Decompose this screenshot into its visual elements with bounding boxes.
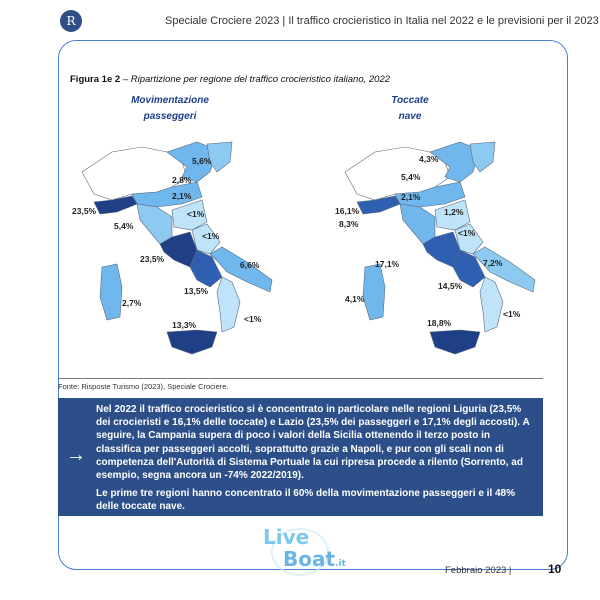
watermark-suffix: .it — [335, 559, 346, 569]
region-toscana — [400, 204, 435, 244]
label-friuli: 4,3% — [419, 154, 439, 164]
italy-map-passengers — [72, 132, 282, 372]
label-calabria: <1% — [244, 314, 262, 324]
label-liguria: 23,5% — [72, 206, 97, 216]
watermark-line2 — [283, 547, 346, 571]
label-campania: 13,5% — [184, 286, 209, 296]
source-note: Fonte: Risposte Turismo (2023), Speciale Crociere. — [58, 382, 229, 391]
highlight-text — [96, 403, 536, 519]
right-map-title-line1: Toccate — [391, 95, 429, 106]
region-sicilia — [430, 330, 480, 354]
label-toscana: 8,3% — [339, 219, 359, 229]
figure-caption — [70, 74, 390, 85]
label-veneto: 5,4% — [401, 172, 421, 182]
label-emilia: 2,1% — [172, 191, 192, 201]
label-marche: 1,2% — [444, 207, 464, 217]
region-toscana — [137, 204, 172, 244]
region-sicilia — [167, 330, 217, 354]
label-puglia: 7,2% — [483, 258, 503, 268]
label-liguria: 16,1% — [335, 206, 360, 216]
left-map-title — [110, 93, 230, 125]
brand-logo: R — [60, 10, 82, 32]
arrow-right-icon: → — [66, 444, 86, 466]
highlight-box — [58, 398, 543, 516]
right-map-title-line2: nave — [398, 111, 422, 122]
italy-map-ship-calls — [335, 132, 545, 372]
left-map-title-line2: passeggeri — [143, 111, 197, 122]
label-sicilia: 18,8% — [427, 318, 452, 328]
figure-label: Figura 1e 2 — [70, 74, 121, 85]
region-sardegna — [363, 264, 385, 320]
label-calabria: <1% — [503, 309, 521, 319]
highlight-paragraph-1: Nel 2022 il traffico crocieristico si è concentrato in particolare nelle regioni Liguria (23,5% dei crocieristi e 16,1% delle toccate) e Lazio (23,5% dei passeggeri e 17,1% degli accosti). A seguire, la Campania supera di poco i valori della Sicilia ottenendo il terzo posto in classifica per passeggeri accolti, soprattutto grazie a Napoli, e pur con gli scali non di competenza dell'Autorità di Sistema Portuale la cui ripresa procede a rilento (Sorrento, ad esempio, segna ancora un -74% 2022/2019). — [96, 404, 530, 482]
label-marche: <1% — [187, 209, 205, 219]
footer-date: Febbraio 2023 | — [445, 565, 512, 576]
region-calabria — [217, 277, 240, 332]
label-sardegna: 2,7% — [122, 298, 142, 308]
label-toscana: 5,4% — [114, 221, 134, 231]
region-calabria — [480, 277, 503, 332]
left-map-title-line1: Movimentazione — [131, 95, 209, 106]
label-sardegna: 4,1% — [345, 294, 365, 304]
page-header-title: Speciale Crociere 2023 | Il traffico crocieristico in Italia nel 2022 e le previsioni per il 2023 — [165, 15, 599, 27]
label-abruzzo: <1% — [458, 228, 476, 238]
label-abruzzo: <1% — [202, 231, 220, 241]
label-campania: 14,5% — [438, 281, 463, 291]
region-sardegna — [100, 264, 122, 320]
label-friuli: 5,6% — [192, 156, 212, 166]
watermark-line2-text: Boat — [283, 547, 336, 571]
label-lazio: 17,1% — [375, 259, 400, 269]
source-divider — [58, 378, 543, 379]
figure-caption-text: – Ripartizione per regione del traffico crocieristico italiano, 2022 — [122, 74, 391, 85]
label-sicilia: 13,3% — [172, 320, 197, 330]
liveboat-watermark — [253, 520, 348, 580]
label-lazio: 23,5% — [140, 254, 165, 264]
label-puglia: 6,6% — [240, 260, 260, 270]
right-map-title — [360, 93, 460, 125]
watermark-line1: Live — [263, 525, 310, 549]
label-emilia: 2,1% — [401, 192, 421, 202]
label-veneto: 2,8% — [172, 175, 192, 185]
highlight-paragraph-2: Le prime tre regioni hanno concentrato il 60% della movimentazione passeggeri e il 48% delle toccate nave. — [96, 488, 516, 513]
page-number: 10 — [548, 562, 562, 576]
